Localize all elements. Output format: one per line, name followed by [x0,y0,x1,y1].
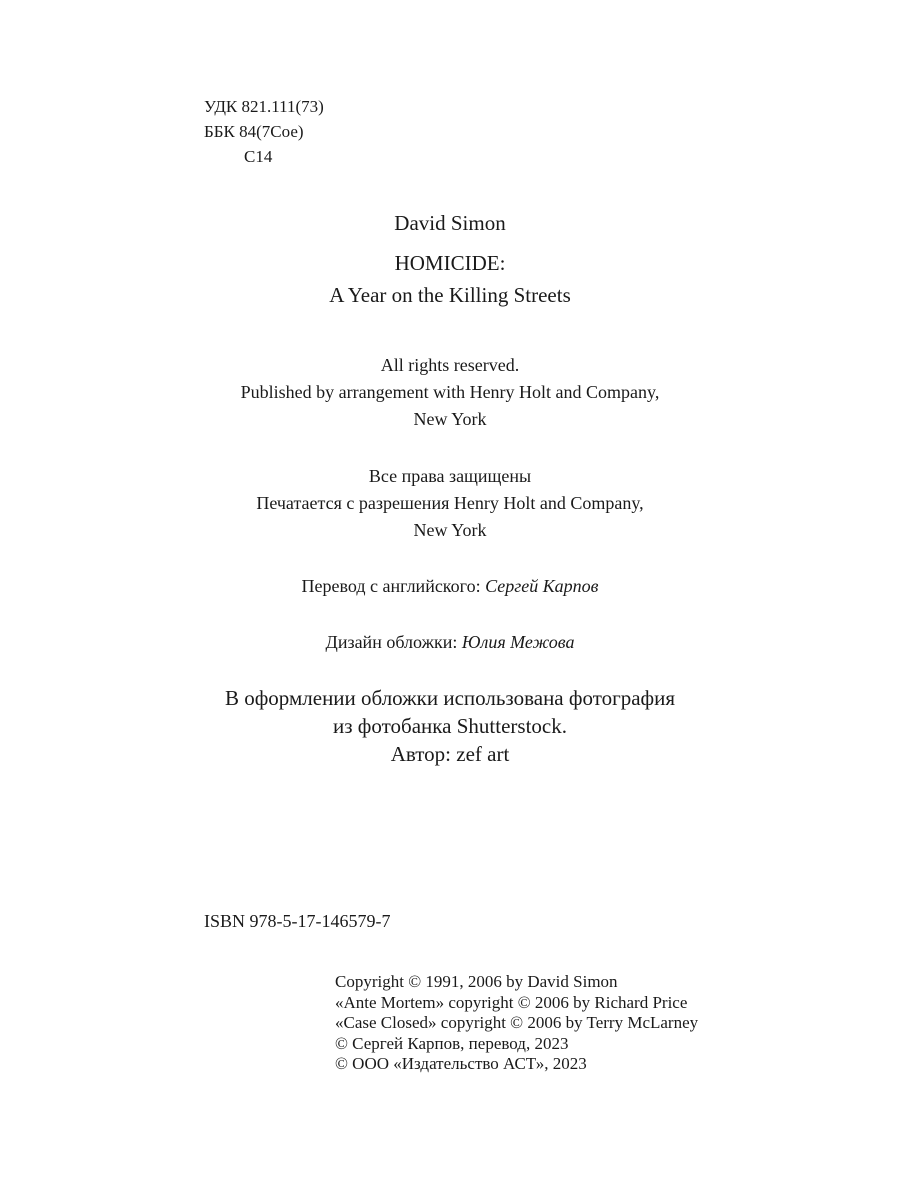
rights-en-line-2: Published by arrangement with Henry Holt and Company, [240,382,660,402]
translator-label: Перевод с английского: [301,576,486,596]
rights-en-line-3: New York [413,409,487,429]
copyright-block [335,972,698,1075]
copyright-line: «Ante Mortem» copyright © 2006 by Richard Price [335,992,688,1012]
translator-credit [0,573,900,600]
udk-code: УДК 821.111(73) [204,97,324,116]
book-title-line-2: A Year on the Killing Streets [329,283,571,307]
book-title-line-1: HOMICIDE: [394,251,506,275]
photo-credit-line-1: В оформлении обложки использована фотография [224,686,676,710]
rights-ru-line-3: New York [413,520,487,540]
translator-name: Сергей Карпов [485,576,599,596]
cover-design-label: Дизайн обложки: [325,632,462,652]
isbn: ISBN 978-5-17-146579-7 [204,911,391,931]
cover-design-credit [0,629,900,656]
cover-photo-credit [0,684,900,768]
rights-en-line-1: All rights reserved. [380,355,520,375]
author-mark: С14 [244,147,273,166]
copyright-line: © ООО «Издательство АСТ», 2023 [335,1054,587,1073]
copyright-line: Copyright © 1991, 2006 by David Simon [335,972,618,991]
classification-codes [204,94,324,169]
rights-notice-english [0,352,900,433]
rights-ru-line-2: Печатается с разрешения Henry Holt and Company, [256,493,644,513]
rights-notice-russian [0,463,900,544]
book-title [0,247,900,311]
copyright-line: © Сергей Карпов, перевод, 2023 [335,1033,569,1053]
photo-credit-line-3: Автор: zef art [390,742,510,766]
cover-designer-name: Юлия Межова [461,632,575,652]
bbk-code: ББК 84(7Сое) [204,122,304,141]
copyright-line: «Case Closed» copyright © 2006 by Terry McLarney [335,1013,699,1032]
photo-credit-line-2: из фотобанка Shutterstock. [333,714,567,738]
book-author: David Simon [394,211,506,235]
rights-ru-line-1: Все права защищены [368,466,532,486]
